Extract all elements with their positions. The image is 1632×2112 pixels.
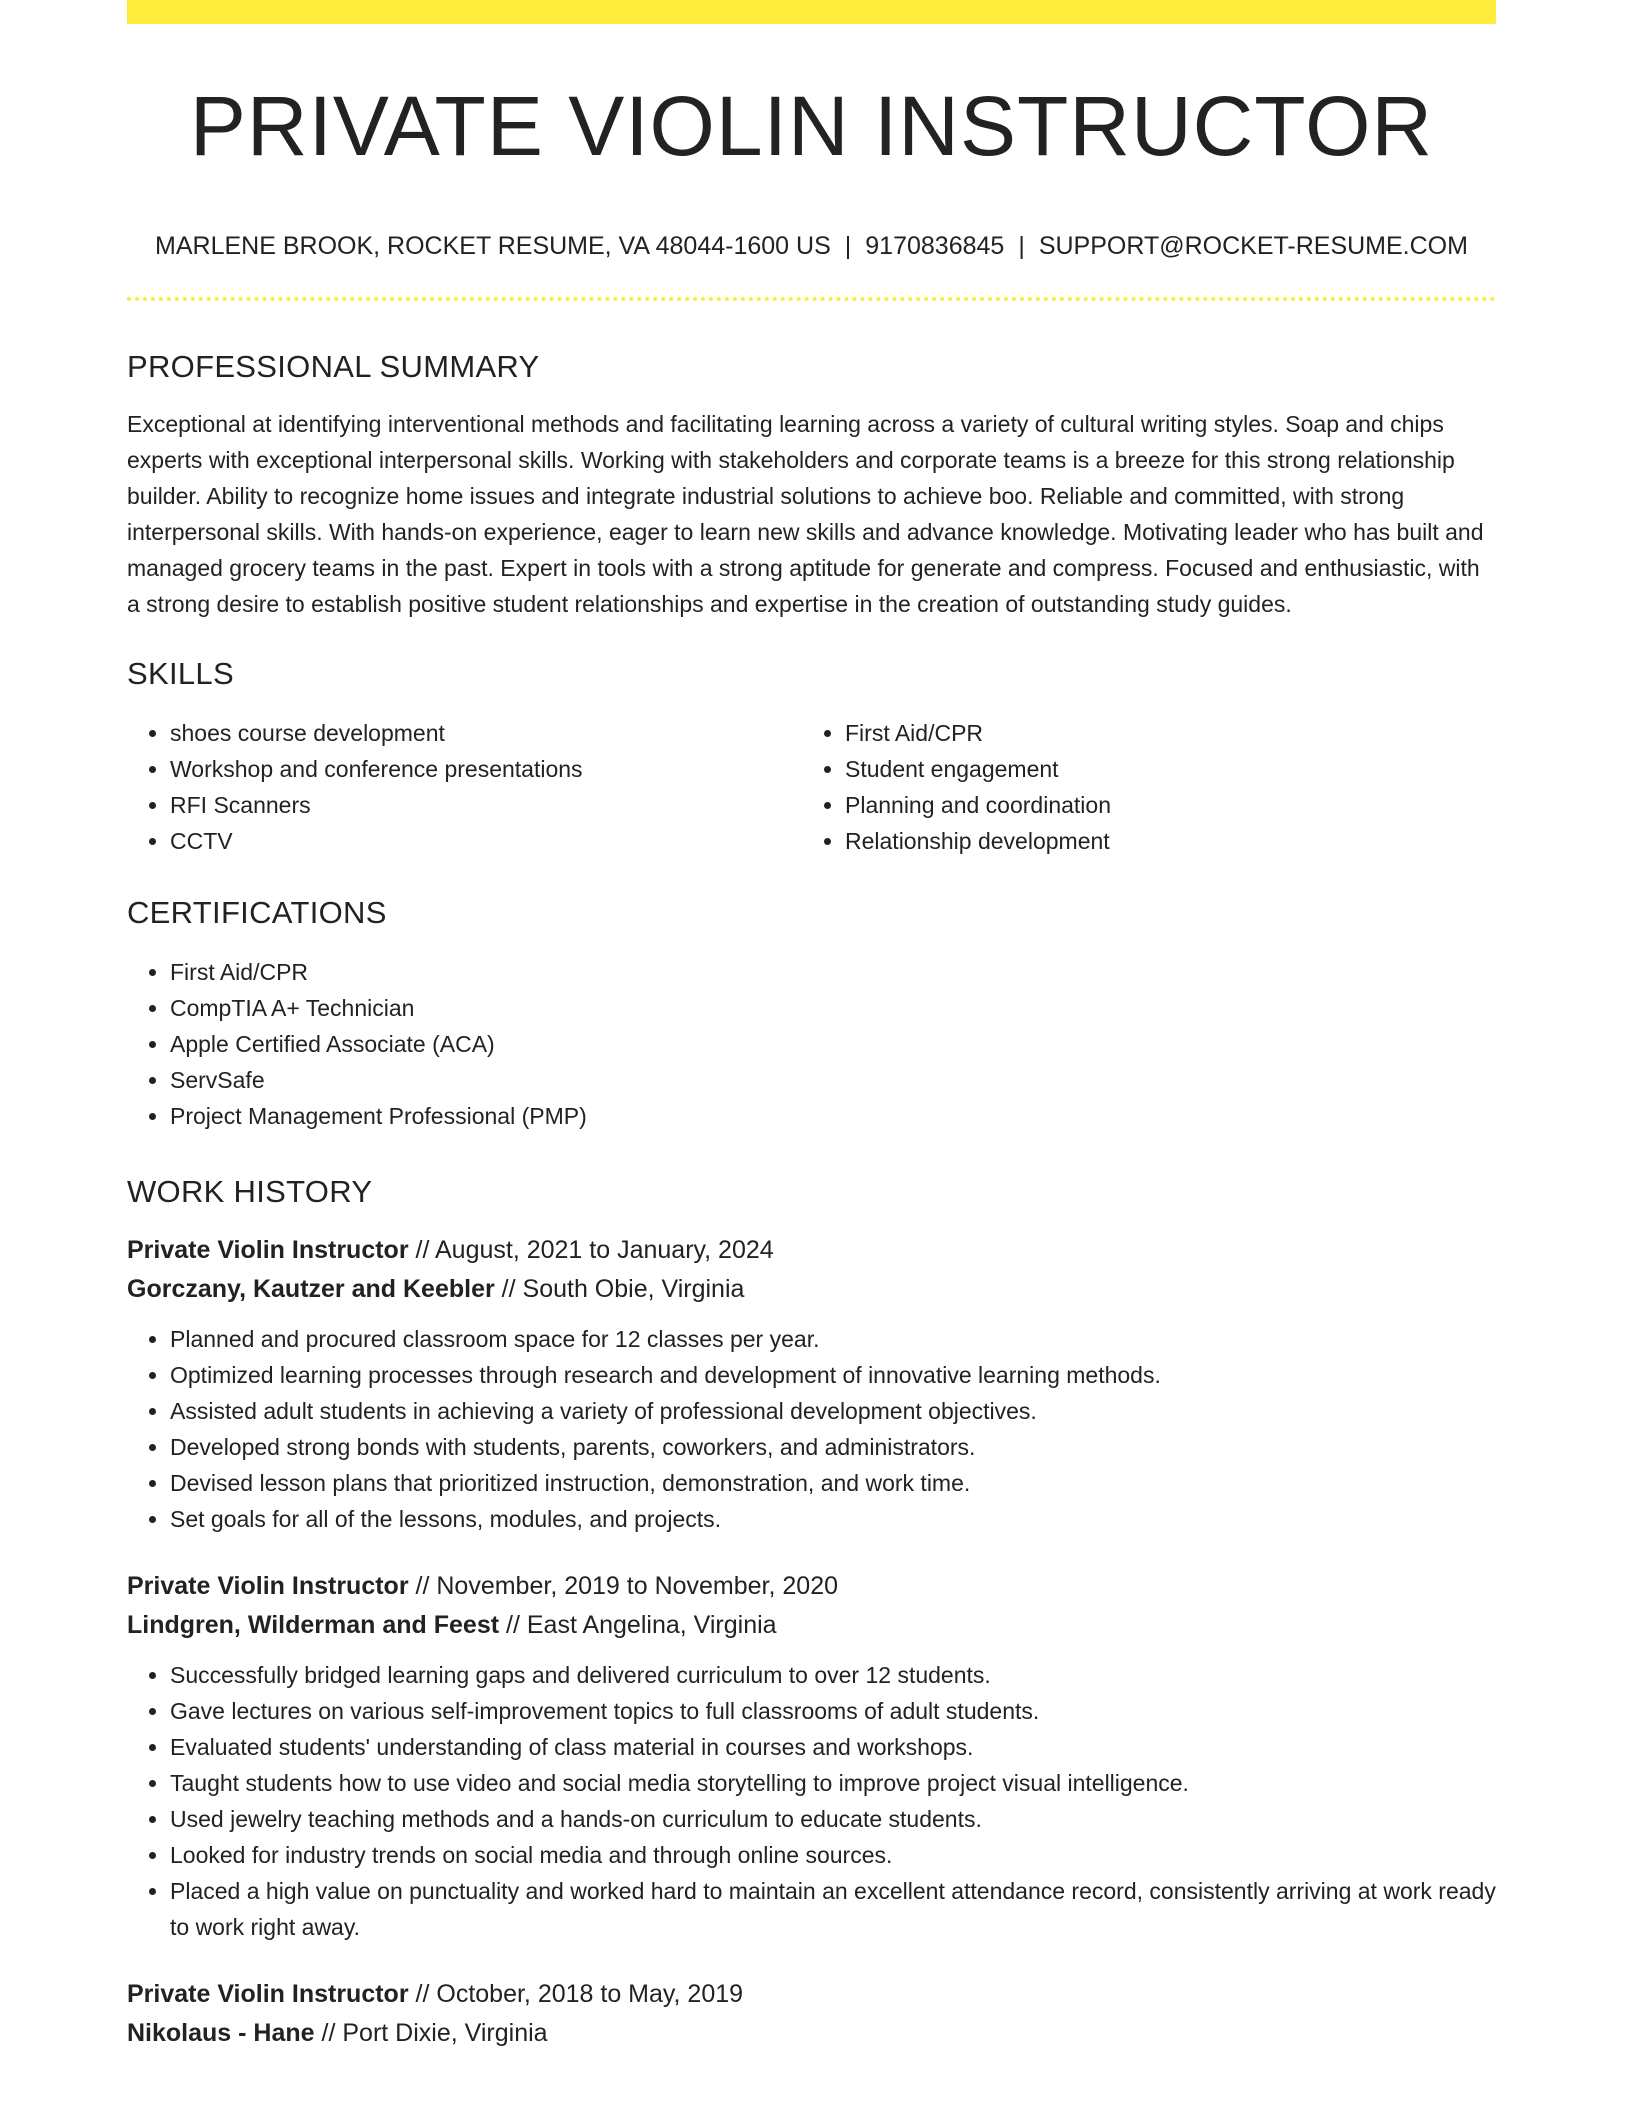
job-bullet: • Gave lectures on various self-improvement topics to full classrooms of adult students. (170, 1693, 1496, 1729)
job-bullet: • Evaluated students' understanding of class material in courses and workshops. (170, 1729, 1496, 1765)
job-title-line (127, 1567, 1496, 1606)
job-separator: // (415, 1236, 430, 1264)
job-location: Port Dixie, Virginia (342, 2019, 548, 2047)
certifications-heading: CERTIFICATIONS (127, 895, 387, 930)
summary-heading: PROFESSIONAL SUMMARY (127, 349, 540, 384)
accent-bar (127, 0, 1496, 24)
dotted-divider (127, 297, 1496, 301)
contact-separator: | (844, 232, 852, 260)
job-title: Private Violin Instructor (127, 1572, 409, 1600)
job-bullet: • Taught students how to use video and social media storytelling to improve project visual intelligence. (170, 1765, 1496, 1801)
job-bullet: • Looked for industry trends on social media and through online sources. (170, 1837, 1496, 1873)
skill-item: • Workshop and conference presentations (170, 751, 802, 787)
resume-page (127, 0, 1496, 2053)
job-bullet: • Planned and procured classroom space for 12 classes per year. (170, 1321, 1496, 1357)
certification-item: • ServSafe (170, 1062, 1496, 1098)
skills-list-right (802, 715, 1496, 859)
contact-address: MARLENE BROOK, ROCKET RESUME, VA 48044-1600 US (155, 232, 831, 260)
job-location: East Angelina, Virginia (526, 1611, 777, 1639)
certification-item: • First Aid/CPR (170, 954, 1496, 990)
skills-heading: SKILLS (127, 656, 234, 691)
job-bullet: • Developed strong bonds with students, parents, coworkers, and administrators. (170, 1429, 1496, 1465)
job-location: South Obie, Virginia (522, 1275, 745, 1303)
page-title: PRIVATE VIOLIN INSTRUCTOR (189, 79, 1434, 173)
skill-item: • CCTV (170, 823, 802, 859)
job-bullet: • Devised lesson plans that prioritized instruction, demonstration, and work time. (170, 1465, 1496, 1501)
job-dates: August, 2021 to January, 2024 (435, 1236, 774, 1264)
job-bullet: • Set goals for all of the lessons, modules, and projects. (170, 1501, 1496, 1537)
certification-item: • Apple Certified Associate (ACA) (170, 1026, 1496, 1062)
job-company-line (127, 1270, 1496, 1309)
job-bullets (127, 1321, 1496, 1537)
skill-item: • shoes course development (170, 715, 802, 751)
job-company: Nikolaus - Hane (127, 2019, 315, 2047)
job-bullet: • Placed a high value on punctuality and worked hard to maintain an excellent attendance record, consistently arriving at work ready to work right away. (170, 1873, 1496, 1945)
job-title-line (127, 1975, 1496, 2014)
job-company: Gorczany, Kautzer and Keebler (127, 1275, 495, 1303)
skill-item: • Relationship development (845, 823, 1496, 859)
job-title: Private Violin Instructor (127, 1236, 409, 1264)
job-separator: // (506, 1611, 520, 1639)
work-history-heading: WORK HISTORY (127, 1174, 373, 1209)
contact-email: SUPPORT@ROCKET-RESUME.COM (1038, 232, 1468, 260)
job-entry (127, 1567, 1496, 1945)
job-title: Private Violin Instructor (127, 1980, 409, 2008)
job-bullet: • Used jewelry teaching methods and a hands-on curriculum to educate students. (170, 1801, 1496, 1837)
contact-separator: | (1018, 232, 1025, 260)
skill-item: • RFI Scanners (170, 787, 802, 823)
job-title-line (127, 1231, 1496, 1270)
job-separator: // (415, 1980, 430, 2008)
job-dates: November, 2019 to November, 2020 (436, 1572, 839, 1600)
job-bullet: • Successfully bridged learning gaps and delivered curriculum to over 12 students. (170, 1657, 1496, 1693)
job-bullets (127, 1657, 1496, 1945)
contact-line (127, 234, 1496, 259)
job-company-line (127, 2014, 1496, 2053)
job-separator: // (501, 1275, 516, 1303)
summary-text: Exceptional at identifying interventional methods and facilitating learning across a variety of cultural writing styles. Soap and chips experts with exceptional interpersonal skills. Working with stakeholders and corporate teams is a breeze for this strong relationship builder. Ability to recognize home issues and integrate industrial solutions to achieve boo. Reliable and committed, with strong interpersonal skills. With hands-on experience, eager to learn new skills and advance knowledge. Motivating leader who has built and managed grocery teams in the past. Expert in tools with a strong aptitude for generate and compress. Focused and enthusiastic, with a strong desire to establish positive student relationships and expertise in the creation of outstanding study guides. (127, 411, 1484, 617)
certification-item: • CompTIA A+ Technician (170, 990, 1496, 1026)
certification-item: • Project Management Professional (PMP) (170, 1098, 1496, 1134)
skills-grid (127, 715, 1496, 859)
job-dates: October, 2018 to May, 2019 (436, 1980, 744, 2008)
job-separator: // (321, 2019, 336, 2047)
job-company-line (127, 1606, 1496, 1645)
job-bullet: • Optimized learning processes through research and development of innovative learning methods. (170, 1357, 1496, 1393)
job-entry (127, 1975, 1496, 2053)
skill-item: • First Aid/CPR (845, 715, 1496, 751)
job-bullet: • Assisted adult students in achieving a variety of professional development objectives. (170, 1393, 1496, 1429)
skill-item: • Student engagement (845, 751, 1496, 787)
job-company: Lindgren, Wilderman and Feest (127, 1611, 500, 1639)
certifications-list (127, 954, 1496, 1134)
skills-list-left (127, 715, 802, 859)
job-entry (127, 1231, 1496, 1537)
skill-item: • Planning and coordination (845, 787, 1496, 823)
job-separator: // (415, 1572, 430, 1600)
contact-phone: 9170836845 (865, 232, 1005, 260)
